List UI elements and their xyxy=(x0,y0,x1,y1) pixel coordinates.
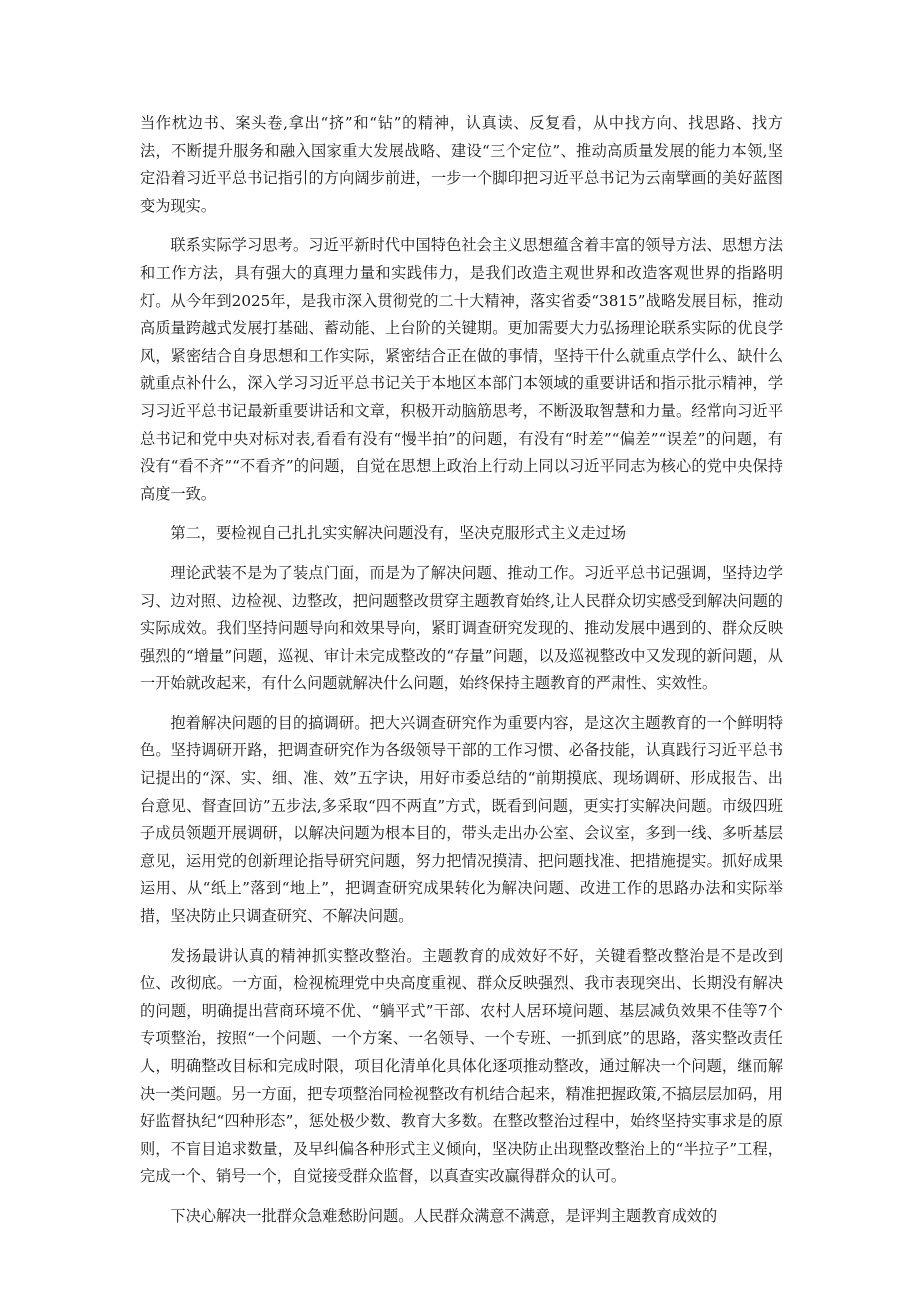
paragraph-5: 发扬最讲认真的精神抓实整改整治。主题教育的成效好不好，关键看整改整治是不是改到位、改彻底。一方面，检视梳理党中央高度重视、群众反映强烈、我市表现突出、长期没有解决的问题，明确提出营商环境不优、“躺平式”干部、农村人居环境问题、基层减负效果不佳等7个专项整治，按照“一个问题、一个方案、一名领导、一个专班、一抓到底”的思路，落实整改责任人，明确整改目标和完成时限，项目化清单化具体化逐项推动整改，通过解决一个问题，继而解决一类问题。另一方面，把专项整治同检视整改有机结合起来，精准把握政策,不搞层层加码，用好监督执纪“四种形态”，惩处极少数、教育大多数。在整改整治过程中，始终坚持实事求是的原则，不盲目追求数量，及早纠偏各种形式主义倾向，坚决防止出现整改整治上的“半拉子”工程，完成一个、销号一个，自觉接受群众监督，以真查实改赢得群众的认可。 xyxy=(140,946,783,1186)
paragraph-3: 理论武装不是为了装点门面，而是为了解决问题、推动工作。习近平总书记强调，坚持边学习、边对照、边检视、边整改，把问题整改贯穿主题教育始终,让人民群众切实感受到解决问题的实际成效。我们坚持问题导向和效果导向，紧盯调查研究发现的、推动发展中遇到的、群众反映强烈的“增量”问题，巡视、审计未完成整改的“存量”问题，以及巡视整改中又发现的新问题，从一开始就改起来，有什么问题就解决什么问题，始终保持主题教育的严肃性、实效性。 xyxy=(140,563,783,693)
paragraph-6: 下决心解决一批群众急难愁盼问题。人民群众满意不满意，是评判主题教育成效的 xyxy=(170,1206,718,1225)
section-heading: 第二，要检视自己扎扎实实解决问题没有，坚决克服形式主义走过场 xyxy=(170,524,627,543)
paragraph-1: 当作枕边书、案头卷,拿出“挤”和“钻”的精神，认真读、反复看，从中找方向、找思路、找方法，不断提升服务和融入国家重大发展战略、建设“三个定位”、推动高质量发展的能力本领,坚定沿着习近平总书记指引的方向阔步前进，一步一个脚印把习近平总书记为云南擘画的美好蓝图变为现实。 xyxy=(140,114,783,215)
paragraph-4: 抱着解决问题的目的搞调研。把大兴调查研究作为重要内容，是这次主题教育的一个鲜明特色。坚持调研开路，把调查研究作为各级领导干部的工作习惯、必备技能，认真践行习近平总书记提出的“深、实、细、准、效”五字诀，用好市委总结的“前期摸底、现场调研、形成报告、出台意见、督查回访”五步法,多采取“四不两直”方式，既看到问题，更实打实解决问题。市级四班子成员领题开展调研，以解决问题为根本目的，带头走出办公室、会议室，多到一线、多听基层意见，运用党的创新理论指导研究问题，努力把情况摸清、把问题找准、把措施提实。抓好成果运用、从“纸上”落到“地上”，把调查研究成果转化为解决问题、改进工作的思路办法和实际举措，坚决防止只调查研究、不解决问题。 xyxy=(140,713,783,926)
document-body xyxy=(140,110,783,1231)
paragraph-2: 联系实际学习思考。习近平新时代中国特色社会主义思想蕴含着丰富的领导方法、思想方法和工作方法，具有强大的真理力量和实践伟力，是我们改造主观世界和改造客观世界的指路明灯。从今年到2025年，是我市深入贯彻党的二十大精神，落实省委“3815”战略发展目标，推动高质量跨越式发展打基础、蓄动能、上台阶的关键期。更加需要大力弘扬理论联系实际的优良学风，紧密结合自身思想和工作实际，紧密结合正在做的事情，坚持干什么就重点学什么、缺什么就重点补什么，深入学习习近平总书记关于本地区本部门本领域的重要讲话和指示批示精神，学习习近平总书记最新重要讲话和文章，积极开动脑筋思考，不断汲取智慧和力量。经常向习近平总书记和党中央对标对表,看看有没有“慢半拍”的问题，有没有“时差”“偏差”“误差”的问题，有没有“看不齐”“不看齐”的问题，自觉在思想上政治上行动上同以习近平同志为核心的党中央保持高度一致。 xyxy=(140,236,783,503)
